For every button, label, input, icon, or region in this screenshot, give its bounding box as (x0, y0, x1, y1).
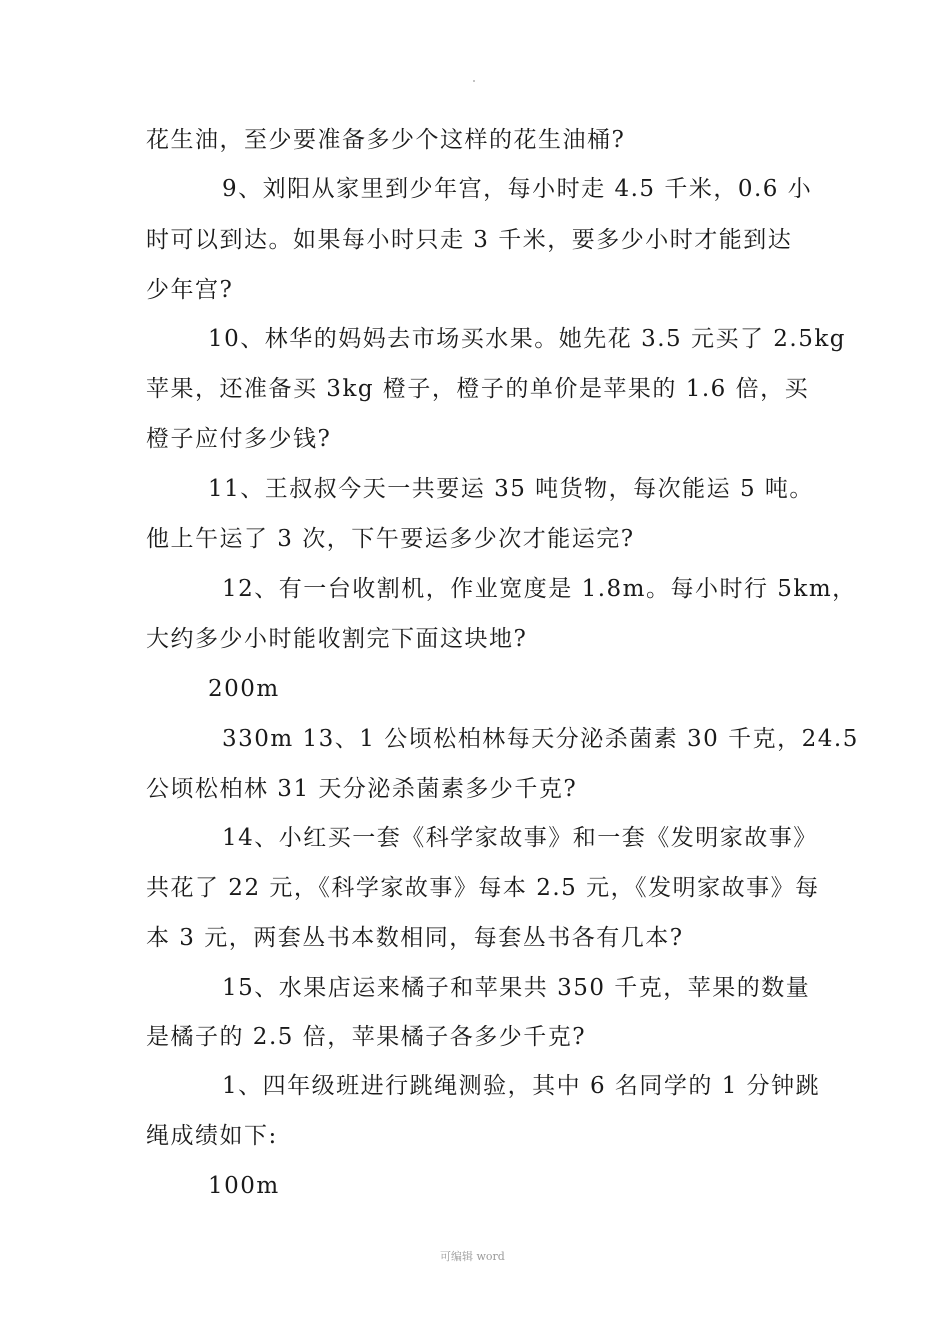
text-line: 花生油，至少要准备多少个这样的花生油桶? (146, 127, 626, 153)
question-1-line-1: 1、四年级班进行跳绳测验，其中 6 名同学的 1 分钟跳 (222, 1073, 821, 1099)
question-15-line-1: 15、水果店运来橘子和苹果共 350 千克，苹果的数量 (222, 975, 811, 1001)
question-13-line-2: 公顷松柏林 31 天分泌杀菌素多少千克? (146, 776, 578, 802)
question-10-line-2: 苹果，还准备买 3kg 橙子，橙子的单价是苹果的 1.6 倍，买 (146, 376, 810, 402)
question-14-line-2: 共花了 22 元，《科学家故事》每本 2.5 元，《发明家故事》每 (146, 875, 820, 901)
question-14-line-3: 本 3 元，两套丛书本数相同，每套丛书各有几本? (146, 925, 684, 951)
question-9-line-1: 9、刘阳从家里到少年宫，每小时走 4.5 千米，0.6 小 (222, 176, 813, 202)
dimension-label-100m: 100m (208, 1173, 280, 1199)
dimension-label-200m: 200m (208, 676, 280, 702)
question-15-line-2: 是橘子的 2.5 倍，苹果橘子各多少千克? (146, 1024, 587, 1050)
question-9-line-2: 时可以到达。如果每小时只走 3 千米，要多少小时才能到达 (146, 227, 793, 253)
question-11-line-2: 他上午运了 3 次，下午要运多少次才能运完? (146, 526, 635, 552)
question-12-line-1: 12、有一台收割机，作业宽度是 1.8m。每小时行 5km， (222, 576, 857, 602)
question-11-line-1: 11、王叔叔今天一共要运 35 吨货物，每次能运 5 吨。 (208, 476, 814, 502)
question-10-line-3: 橙子应付多少钱? (146, 426, 332, 452)
question-13-line-1: 330m 13、1 公顷松柏林每天分泌杀菌素 30 千克，24.5 (222, 726, 859, 752)
question-12-line-2: 大约多少小时能收割完下面这块地? (146, 626, 528, 652)
question-14-line-1: 14、小红买一套《科学家故事》和一套《发明家故事》 (222, 825, 818, 851)
question-1-line-2: 绳成绩如下: (146, 1123, 278, 1149)
question-9-line-3: 少年宫? (146, 277, 234, 303)
question-10-line-1: 10、林华的妈妈去市场买水果。她先花 3.5 元买了 2.5kg (208, 326, 847, 352)
header-dot (473, 80, 475, 82)
page-footer: 可编辑 word (440, 1250, 505, 1263)
